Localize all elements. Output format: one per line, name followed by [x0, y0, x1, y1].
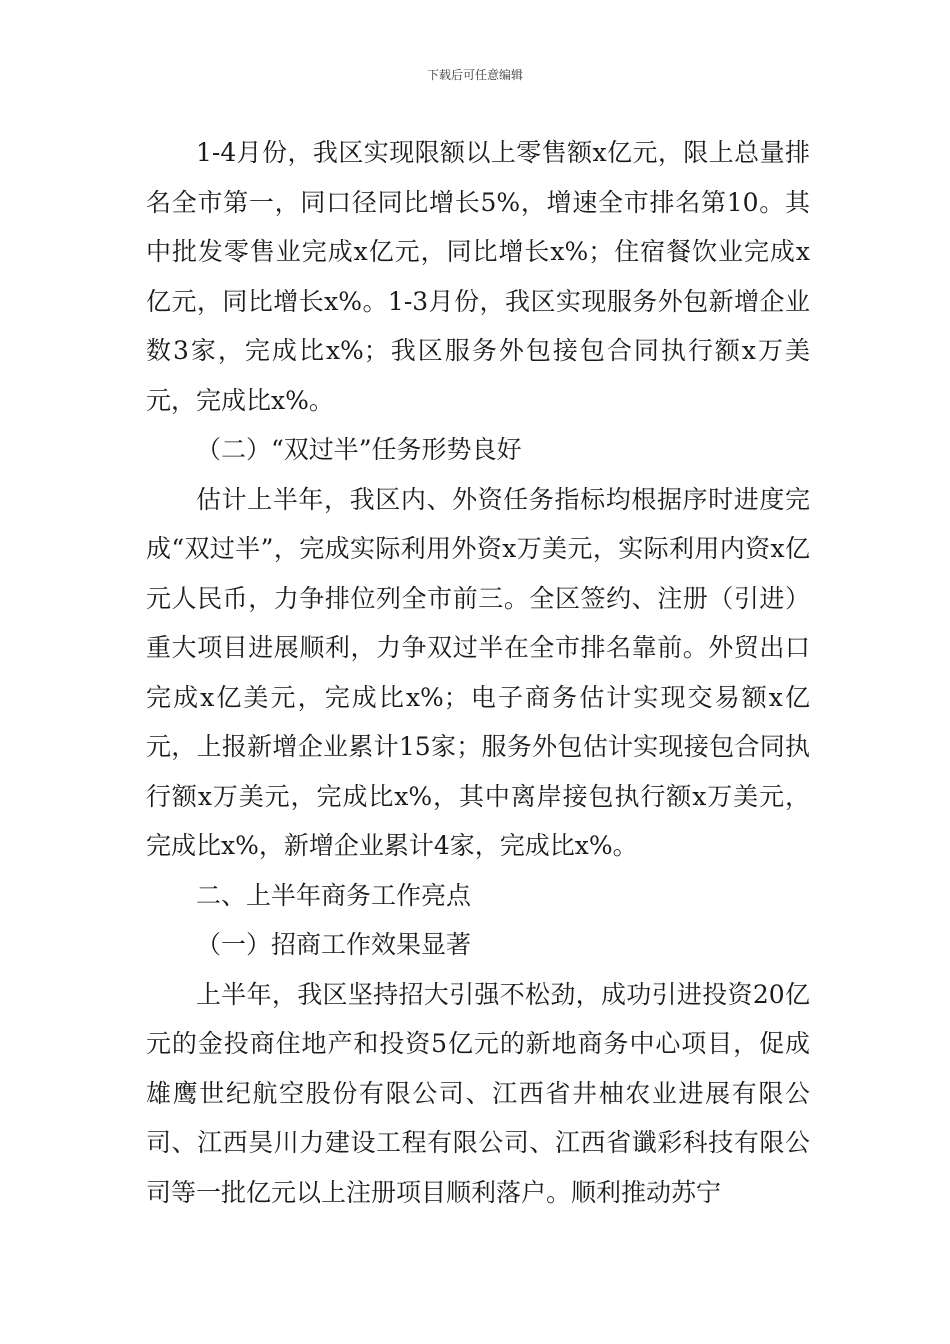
document-body: [146, 128, 810, 1217]
section-heading-double-half: （二）“双过半”任务形势良好: [196, 435, 522, 464]
header-note: 下载后可任意编辑: [426, 68, 523, 82]
section-heading-investment-results: （一）招商工作效果显著: [196, 930, 472, 959]
paragraph-investment-progress: 估计上半年，我区内、外资任务指标均根据序时进度完成“双过半”，完成实际利用外资x万美元，实际利用内资x亿元人民币，力争排位列全市前三。全区签约、注册（引进）重大项目进展顺利，力争双过半在全市排名靠前。外贸出口完成x亿美元，完成比x%；电子商务估计实现交易额x亿元，上报新增企业累计15家；服务外包估计实现接包合同执行额x万美元，完成比x%，其中离岸接包执行额x万美元，完成比x%，新增企业累计4家，完成比x%。: [146, 484, 810, 860]
section-heading-highlights: 二、上半年商务工作亮点: [196, 880, 472, 910]
paragraph-retail-stats: 1-4月份，我区实现限额以上零售额x亿元，限上总量排名全市第一，同口径同比增长5%，增速全市排名第10。其中批发零售业完成x亿元，同比增长x%；住宿餐饮业完成x亿元，同比增长x%。1-3月份，我区实现服务外包新增企业数3家，完成比x%；我区服务外包接包合同执行额x万美元，完成比x%。: [146, 138, 810, 415]
paragraph-investment-projects: 上半年，我区坚持招大引强不松劲，成功引进投资20亿元的金投商住地产和投资5亿元的新地商务中心项目，促成雄鹰世纪航空股份有限公司、江西省井柚农业进展有限公司、江西昊川力建设工程有限公司、江西省谶彩科技有限公司等一批亿元以上注册项目顺利落户。顺利推动苏宁: [146, 979, 810, 1207]
